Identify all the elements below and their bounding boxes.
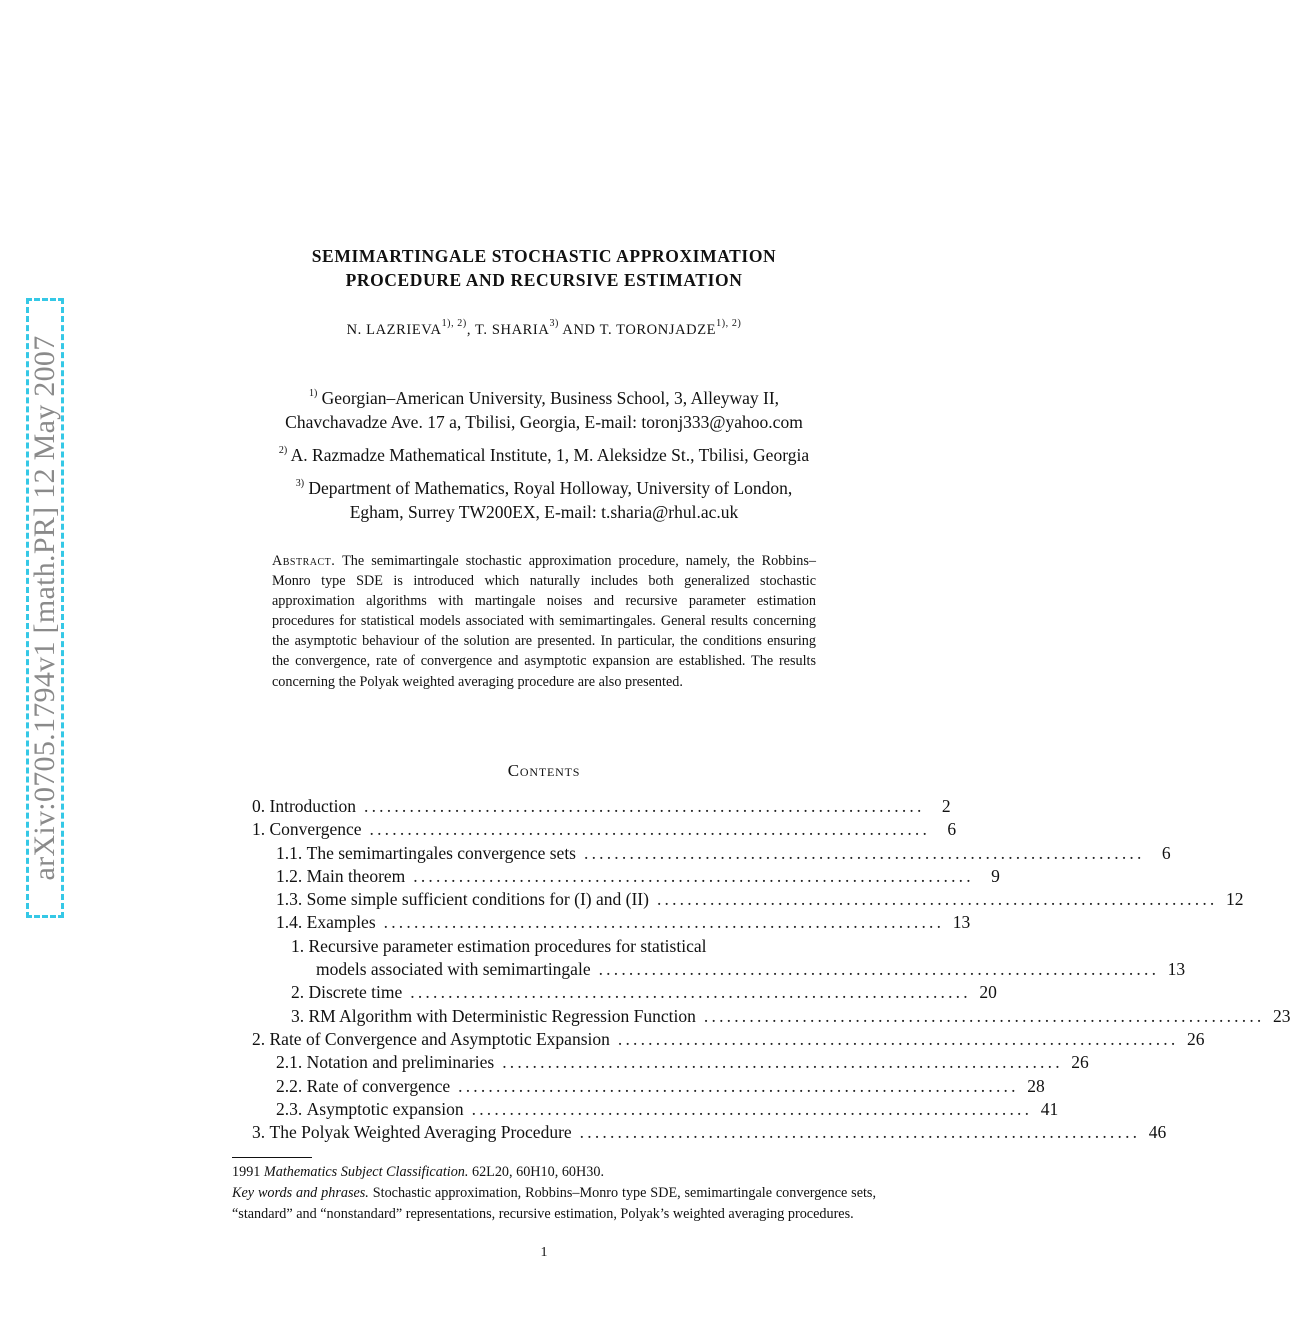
msc-year: 1991: [232, 1164, 261, 1180]
toc-leader: ..........................................................................: [584, 843, 1145, 863]
author-affil-sup: 3): [549, 318, 559, 329]
affiliation-sup: 1): [308, 388, 318, 399]
author-affil-sup: 1), 2): [441, 318, 467, 329]
toc-leader: ..........................................................................: [458, 1076, 1019, 1096]
toc-entry[interactable]: 1.2. Main theorem .......................................................................... 9: [276, 866, 1000, 886]
affiliation-sup: 2): [278, 445, 288, 456]
toc-entry[interactable]: 2. Rate of Convergence and Asymptotic Expansion .......................................................................... 26: [252, 1029, 1205, 1049]
toc-page: 26: [1186, 1029, 1205, 1049]
toc-page: 20: [979, 982, 997, 1002]
toc-leader: ..........................................................................: [579, 1122, 1141, 1142]
toc-entry[interactable]: 1.1. The semimartingales convergence sets .......................................................................... 6: [276, 843, 1171, 863]
toc-leader: ..........................................................................: [703, 1006, 1265, 1026]
arxiv-identifier[interactable]: arXiv:0705.1794v1 [math.PR] 12 May 2007: [28, 335, 61, 881]
abstract-text: The semimartingale stochastic approximation procedure, namely, the Robbins–Monro type SDE is introduced which naturally includes both generalized stochastic approximation algorithms with martingale noises and recursive parameter estimation procedures for statistical models associated with semimartingales. General results concerning the asymptotic behaviour of the solution are presented. In particular, the conditions ensuring the convergence, rate of convergence and asymptotic expansion are established. The results concerning the Polyak weighted averaging procedure are also presented.: [272, 553, 817, 690]
msc-label: Mathematics Subject Classification.: [263, 1164, 469, 1180]
toc-entry[interactable]: 2. Discrete time .......................................................................... 20: [291, 982, 997, 1002]
abstract: [272, 551, 816, 692]
toc-leader: ..........................................................................: [383, 912, 945, 932]
contents-heading: Contents: [507, 761, 581, 780]
affiliation-line: A. Razmadze Mathematical Institute, 1, M. Aleksidze St., Tbilisi, Georgia: [290, 445, 810, 465]
affiliation-1: [200, 386, 888, 434]
footnote-msc: [232, 1162, 876, 1183]
toc-entry[interactable]: 3. RM Algorithm with Deterministic Regression Function .......................................................................... 23: [291, 1006, 1290, 1026]
toc-entry[interactable]: models associated with semimartingale .......................................................................... 13: [316, 959, 1186, 979]
toc-entry[interactable]: 1. Recursive parameter estimation procedures for statistical: [291, 936, 707, 956]
toc-page: 46: [1148, 1122, 1167, 1142]
toc-leader: ..........................................................................: [656, 889, 1218, 909]
affiliation-sup: 3): [295, 478, 305, 489]
toc-leader: ..........................................................................: [410, 982, 971, 1002]
toc-leader: ..........................................................................: [471, 1099, 1033, 1119]
affiliation-line: Egham, Surrey TW200EX, E-mail: t.sharia@rhul.ac.uk: [349, 502, 739, 522]
authors: [0, 318, 1088, 339]
toc-page: 2: [941, 796, 951, 816]
toc-page: 23: [1272, 1006, 1290, 1026]
toc-entry[interactable]: 2.2. Rate of convergence .......................................................................... 28: [276, 1076, 1045, 1096]
toc-entry[interactable]: 3. The Polyak Weighted Averaging Procedure .......................................................................... 46: [252, 1122, 1167, 1142]
toc-entry[interactable]: 1. Convergence .......................................................................... 6: [252, 819, 957, 839]
toc-leader: ..........................................................................: [617, 1029, 1179, 1049]
abstract-label: Abstract.: [272, 553, 336, 569]
affiliation-line: Chavchavadze Ave. 17 a, Tbilisi, Georgia, E-mail: toronj333@yahoo.com: [285, 412, 803, 432]
author-lazrieva: N. LAZRIEVA: [346, 322, 442, 338]
toc-leader: ..........................................................................: [502, 1052, 1063, 1072]
paper-title-line-1: SEMIMARTINGALE STOCHASTIC APPROXIMATION: [311, 246, 777, 266]
msc-value: 62L20, 60H10, 60H30.: [471, 1164, 605, 1180]
author-sharia: , T. SHARIA: [466, 322, 550, 338]
keywords-value: Stochastic approximation, Robbins–Monro type SDE, semimartingale convergence sets, “standard” and “nonstandard” representations, recursive estimation, Polyak’s weighted averaging procedures.: [232, 1185, 877, 1222]
toc-page: 13: [952, 912, 971, 932]
paper-title-line-2: PROCEDURE AND RECURSIVE ESTIMATION: [345, 270, 743, 290]
toc-leader: ..........................................................................: [364, 796, 925, 816]
toc-entry[interactable]: 0. Introduction .......................................................................... 2: [252, 796, 951, 816]
toc-page: 41: [1040, 1099, 1059, 1119]
footnote-keywords: [232, 1183, 876, 1224]
toc-entry[interactable]: 1.3. Some simple sufficient conditions for (I) and (II) .......................................................................... 12: [276, 889, 1244, 909]
toc-page: 6: [1161, 843, 1171, 863]
toc-leader: ..........................................................................: [413, 866, 974, 886]
keywords-label: Key words and phrases.: [232, 1185, 369, 1201]
toc-page: 13: [1167, 959, 1186, 979]
footnote-rule: [232, 1157, 312, 1158]
affiliation-2: [190, 443, 898, 467]
toc-page: 28: [1027, 1076, 1045, 1096]
toc-entry[interactable]: 2.3. Asymptotic expansion .......................................................................... 41: [276, 1099, 1059, 1119]
affiliation-3: [200, 476, 888, 524]
toc-page: 9: [991, 866, 1000, 886]
affiliation-line: Georgian–American University, Business School, 3, Alleyway II,: [321, 388, 780, 408]
toc-page: 12: [1226, 889, 1244, 909]
affiliation-line: Department of Mathematics, Royal Holloway, University of London,: [308, 478, 793, 498]
toc-leader: ..........................................................................: [369, 819, 931, 839]
toc-entry[interactable]: 2.1. Notation and preliminaries .......................................................................... 26: [276, 1052, 1089, 1072]
toc-entry[interactable]: 1.4. Examples .......................................................................... 13: [276, 912, 971, 932]
toc-page: 6: [947, 819, 957, 839]
toc-leader: ..........................................................................: [598, 959, 1160, 979]
author-toronjadze: AND T. TORONJADZE: [558, 322, 717, 338]
page-number: 1: [540, 1245, 548, 1260]
toc-page: 26: [1071, 1052, 1089, 1072]
author-affil-sup: 1), 2): [716, 318, 742, 329]
